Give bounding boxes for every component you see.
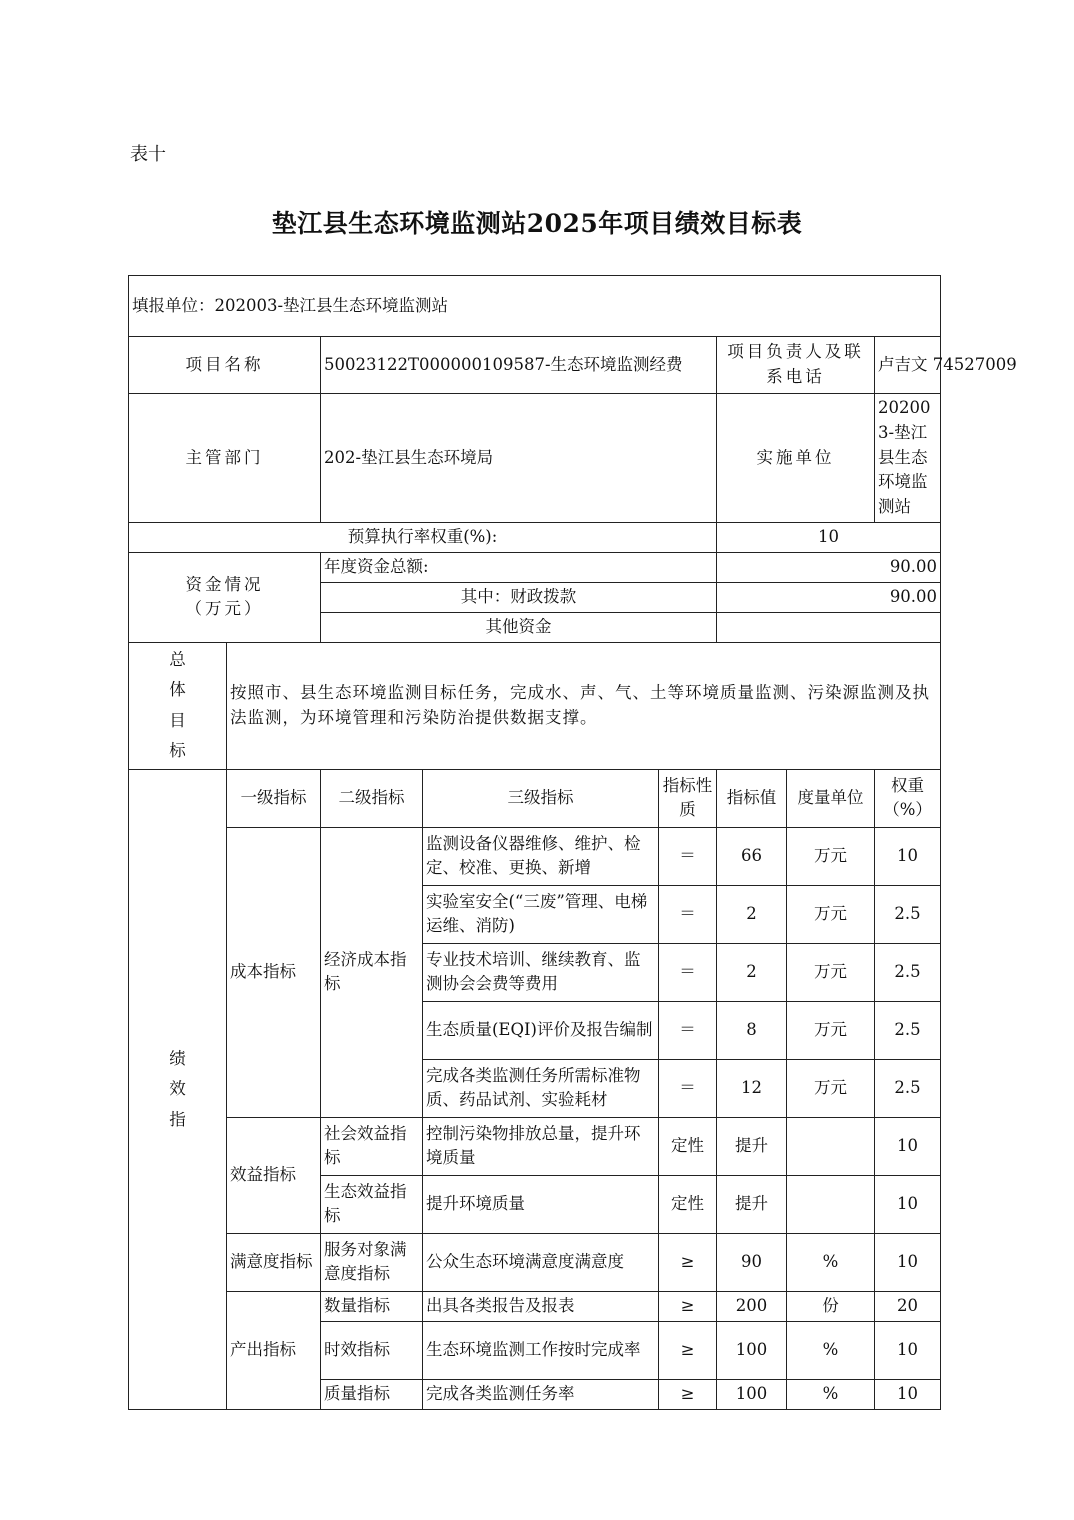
level1-cell: 产出指标	[227, 1291, 321, 1409]
nature-cell: ≥	[659, 1321, 717, 1379]
annual-total-value: 90.00	[717, 552, 941, 582]
fiscal-label: 其中：财政拨款	[321, 582, 717, 612]
owner-value: 卢吉文 74527009	[875, 337, 941, 394]
level2-cell: 质量指标	[321, 1379, 423, 1409]
level2-cell: 社会效益指标	[321, 1117, 423, 1175]
header-level3: 三级指标	[423, 769, 659, 827]
unit-cell	[787, 1175, 875, 1233]
nature-cell: 定性	[659, 1175, 717, 1233]
value-cell: 提升	[717, 1117, 787, 1175]
budget-weight-value: 10	[717, 522, 941, 552]
unit-cell: 万元	[787, 943, 875, 1001]
weight-cell: 2.5	[875, 1001, 941, 1059]
level3-cell: 专业技术培训、继续教育、监测协会会费等费用	[423, 943, 659, 1001]
table-row	[129, 827, 941, 885]
weight-cell: 10	[875, 1379, 941, 1409]
header-level1: 一级指标	[227, 769, 321, 827]
value-cell: 100	[717, 1379, 787, 1409]
goal-label: 总 体 目 标	[129, 642, 227, 769]
level1-cell: 满意度指标	[227, 1233, 321, 1291]
other-label: 其他资金	[321, 612, 717, 642]
header-value: 指标值	[717, 769, 787, 827]
value-cell: 2	[717, 943, 787, 1001]
weight-cell: 20	[875, 1291, 941, 1321]
value-cell: 200	[717, 1291, 787, 1321]
owner-label: 项目负责人及联系电话	[717, 337, 875, 394]
annual-total-label: 年度资金总额:	[321, 552, 717, 582]
weight-cell: 10	[875, 1233, 941, 1291]
weight-cell: 10	[875, 1175, 941, 1233]
level3-cell: 生态环境监测工作按时完成率	[423, 1321, 659, 1379]
level3-cell: 监测设备仪器维修、维护、检定、校准、更换、新增	[423, 827, 659, 885]
nature-cell: ＝	[659, 1001, 717, 1059]
level3-cell: 控制污染物排放总量，提升环境质量	[423, 1117, 659, 1175]
project-name-label: 项目名称	[129, 337, 321, 394]
value-cell: 90	[717, 1233, 787, 1291]
value-cell: 8	[717, 1001, 787, 1059]
level3-cell: 完成各类监测任务所需标准物质、药品试剂、实验耗材	[423, 1059, 659, 1117]
project-name-value: 50023122T000000109587-生态环境监测经费	[321, 337, 717, 394]
unit-cell: 万元	[787, 1059, 875, 1117]
nature-cell: ≥	[659, 1233, 717, 1291]
weight-cell: 10	[875, 827, 941, 885]
weight-cell: 2.5	[875, 943, 941, 1001]
other-value	[717, 612, 941, 642]
value-cell: 66	[717, 827, 787, 885]
unit-cell: 份	[787, 1291, 875, 1321]
weight-cell: 2.5	[875, 885, 941, 943]
unit-cell: 万元	[787, 1001, 875, 1059]
weight-cell: 10	[875, 1117, 941, 1175]
goal-text: 按照市、县生态环境监测目标任务，完成水、声、气、土等环境质量监测、污染源监测及执法监测，为环境管理和污染防治提供数据支撑。	[227, 642, 941, 769]
level3-cell: 生态质量(EQI)评价及报告编制	[423, 1001, 659, 1059]
nature-cell: ＝	[659, 1059, 717, 1117]
unit-cell: 万元	[787, 885, 875, 943]
header-unit: 度量单位	[787, 769, 875, 827]
level3-cell: 公众生态环境满意度满意度	[423, 1233, 659, 1291]
value-cell: 100	[717, 1321, 787, 1379]
level3-cell: 实验室安全(“三废”管理、电梯运维、消防)	[423, 885, 659, 943]
value-cell: 12	[717, 1059, 787, 1117]
weight-cell: 2.5	[875, 1059, 941, 1117]
table-row	[129, 1291, 941, 1321]
table-label: 表十	[130, 144, 166, 165]
dept-value: 202-垫江县生态环境局	[321, 394, 717, 523]
metrics-section-label: 绩 效 指	[129, 769, 227, 1409]
table-row	[129, 1117, 941, 1175]
impl-label: 实施单位	[717, 394, 875, 523]
nature-cell: ＝	[659, 943, 717, 1001]
level3-cell: 提升环境质量	[423, 1175, 659, 1233]
unit-cell	[787, 1117, 875, 1175]
level2-cell: 数量指标	[321, 1291, 423, 1321]
level3-cell: 完成各类监测任务率	[423, 1379, 659, 1409]
table-row	[129, 1233, 941, 1291]
nature-cell: ≥	[659, 1379, 717, 1409]
header-nature: 指标性质	[659, 769, 717, 827]
unit-cell: %	[787, 1233, 875, 1291]
unit-cell: %	[787, 1379, 875, 1409]
funds-label: 资金情况 （万元）	[129, 552, 321, 642]
unit-cell: 万元	[787, 827, 875, 885]
nature-cell: 定性	[659, 1117, 717, 1175]
level2-cell: 服务对象满意度指标	[321, 1233, 423, 1291]
filler-cell: 填报单位：202003-垫江县生态环境监测站	[129, 276, 941, 337]
header-weight: 权重（%）	[875, 769, 941, 827]
header-level2: 二级指标	[321, 769, 423, 827]
value-cell: 2	[717, 885, 787, 943]
page-title: 垫江县生态环境监测站2025年项目绩效目标表	[271, 209, 803, 238]
performance-table	[128, 275, 1017, 1410]
budget-weight-label: 预算执行率权重(%):	[129, 522, 717, 552]
level2-cell: 生态效益指标	[321, 1175, 423, 1233]
dept-label: 主管部门	[129, 394, 321, 523]
fiscal-value: 90.00	[717, 582, 941, 612]
level2-cell: 时效指标	[321, 1321, 423, 1379]
weight-cell: 10	[875, 1321, 941, 1379]
level1-cell: 成本指标	[227, 827, 321, 1117]
nature-cell: ≥	[659, 1291, 717, 1321]
nature-cell: ＝	[659, 885, 717, 943]
level3-cell: 出具各类报告及报表	[423, 1291, 659, 1321]
nature-cell: ＝	[659, 827, 717, 885]
level2-cell: 经济成本指标	[321, 827, 423, 1117]
impl-value: 202003-垫江县生态环境监测站	[875, 394, 941, 523]
value-cell: 提升	[717, 1175, 787, 1233]
unit-cell: %	[787, 1321, 875, 1379]
level1-cell: 效益指标	[227, 1117, 321, 1233]
